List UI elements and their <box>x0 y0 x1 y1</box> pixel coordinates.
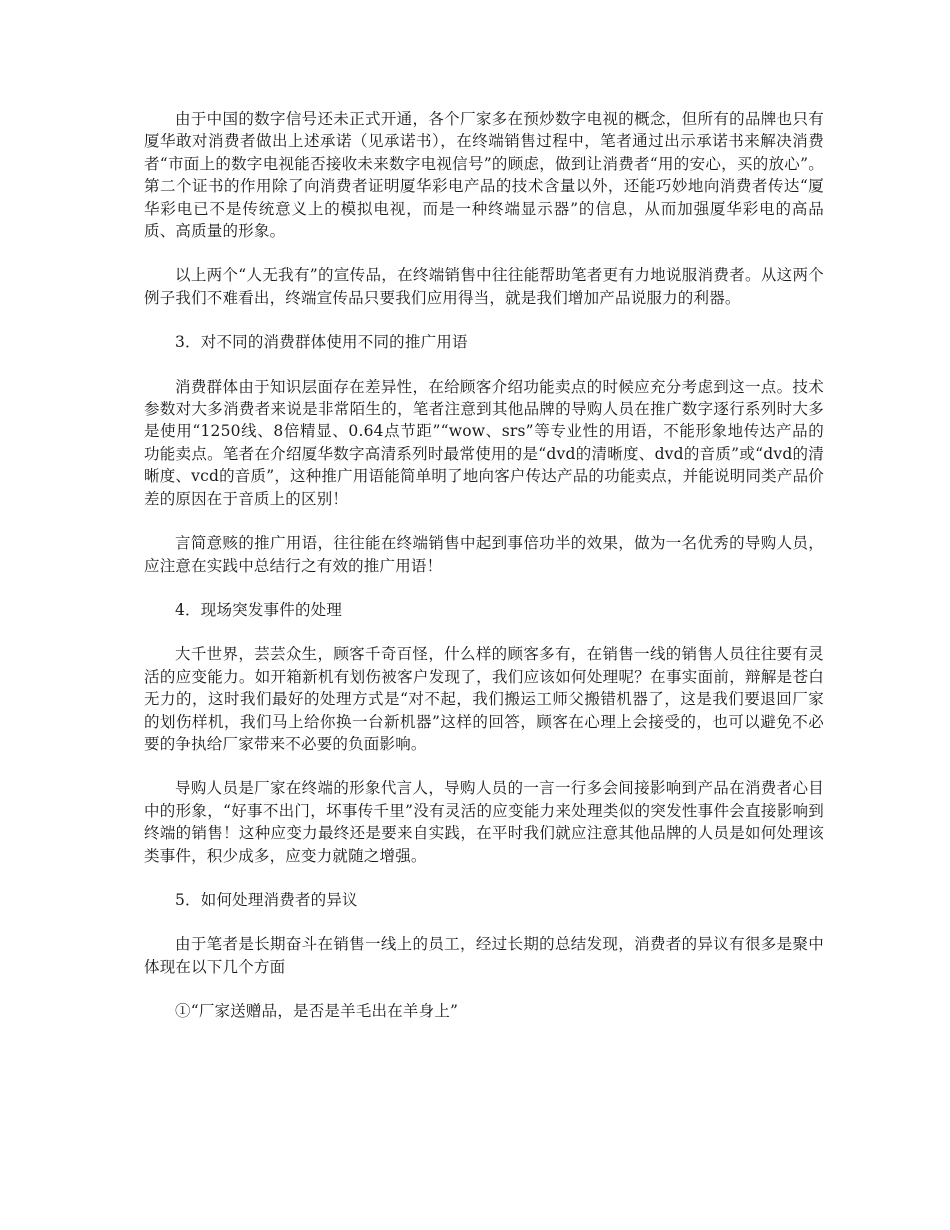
paragraph: 言简意赅的推广用语，往往能在终端销售中起到事倍功半的效果，做为一名优秀的导购人员，应注意在实践中总结行之有效的推广用语！ <box>144 534 824 575</box>
paragraph: 由于笔者是长期奋斗在销售一线上的员工，经过长期的总结发现，消费者的异议有很多是聚中体现在以下几个方面 <box>144 935 824 976</box>
paragraph: 由于中国的数字信号还未正式开通，各个厂家多在预炒数字电视的概念，但所有的品牌也只有厦华敢对消费者做出上述承诺（见承诺书），在终端销售过程中，笔者通过出示承诺书来解决消费者“市面上的数字电视能否接收未来数字电视信号”的顾虑，做到让消费者“用的安心，买的放心”。第二个证书的作用除了向消费者证明厦华彩电产品的技术含量以外，还能巧妙地向消费者传达“厦华彩电已不是传统意义上的模拟电视，而是一种终端显示器”的信息，从而加强厦华彩电的高品质、高质量的形象。 <box>144 110 824 241</box>
document-body <box>144 108 824 1023</box>
paragraph: 大千世界，芸芸众生，顾客千奇百怪，什么样的顾客多有，在销售一线的销售人员往往要有灵活的应变能力。如开箱新机有划伤被客户发现了，我们应该如何处理呢？在事实面前，辩解是苍白无力的，这时我们最好的处理方式是“对不起，我们搬运工师父搬错机器了，这是我们要退回厂家的划伤样机，我们马上给你换一台新机器”这样的回答，顾客在心理上会接受的，也可以避免不必要的争执给厂家带来不必要的负面影响。 <box>144 645 824 753</box>
paragraph: 导购人员是厂家在终端的形象代言人，导购人员的一言一行多会间接影响到产品在消费者心目中的形象，“好事不出门，坏事传千里”没有灵活的应变能力来处理类似的突发性事件会直接影响到终端的销售！这种应变力最终还是要来自实践，在平时我们就应注意其他品牌的人员是如何处理该类事件，积少成多，应变力就随之增强。 <box>144 779 824 865</box>
section-heading-3: 3．对不同的消费群体使用不同的推广用语 <box>175 333 468 352</box>
section-heading-4: 4．现场突发事件的处理 <box>175 600 343 619</box>
paragraph: 消费群体由于知识层面存在差异性，在给顾客介绍功能卖点的时候应充分考虑到这一点。技术参数对大多消费者来说是非常陌生的，笔者注意到其他品牌的导购人员在推广数字逐行系列时大多是使用“1250线、8倍精显、0.64点节距”“wow、srs”等专业性的用语，不能形象地传达产品的功能卖点。笔者在介绍厦华数字高清系列时最常使用的是“dvd的清晰度、dvd的音质”或“dvd的清晰度、vcd的音质”，这种推广用语能简单明了地向客户传达产品的功能卖点，并能说明同类产品价差的原因在于音质上的区别！ <box>144 377 824 508</box>
paragraph: 以上两个“人无我有”的宣传品，在终端销售中往往能帮助笔者更有力地说服消费者。从这两个例子我们不难看出，终端宣传品只要我们应用得当，就是我们增加产品说服力的利器。 <box>144 266 824 307</box>
section-heading-5: 5．如何处理消费者的异议 <box>175 890 358 909</box>
list-item: ①“厂家送赠品，是否是羊毛出在羊身上” <box>175 1002 459 1021</box>
